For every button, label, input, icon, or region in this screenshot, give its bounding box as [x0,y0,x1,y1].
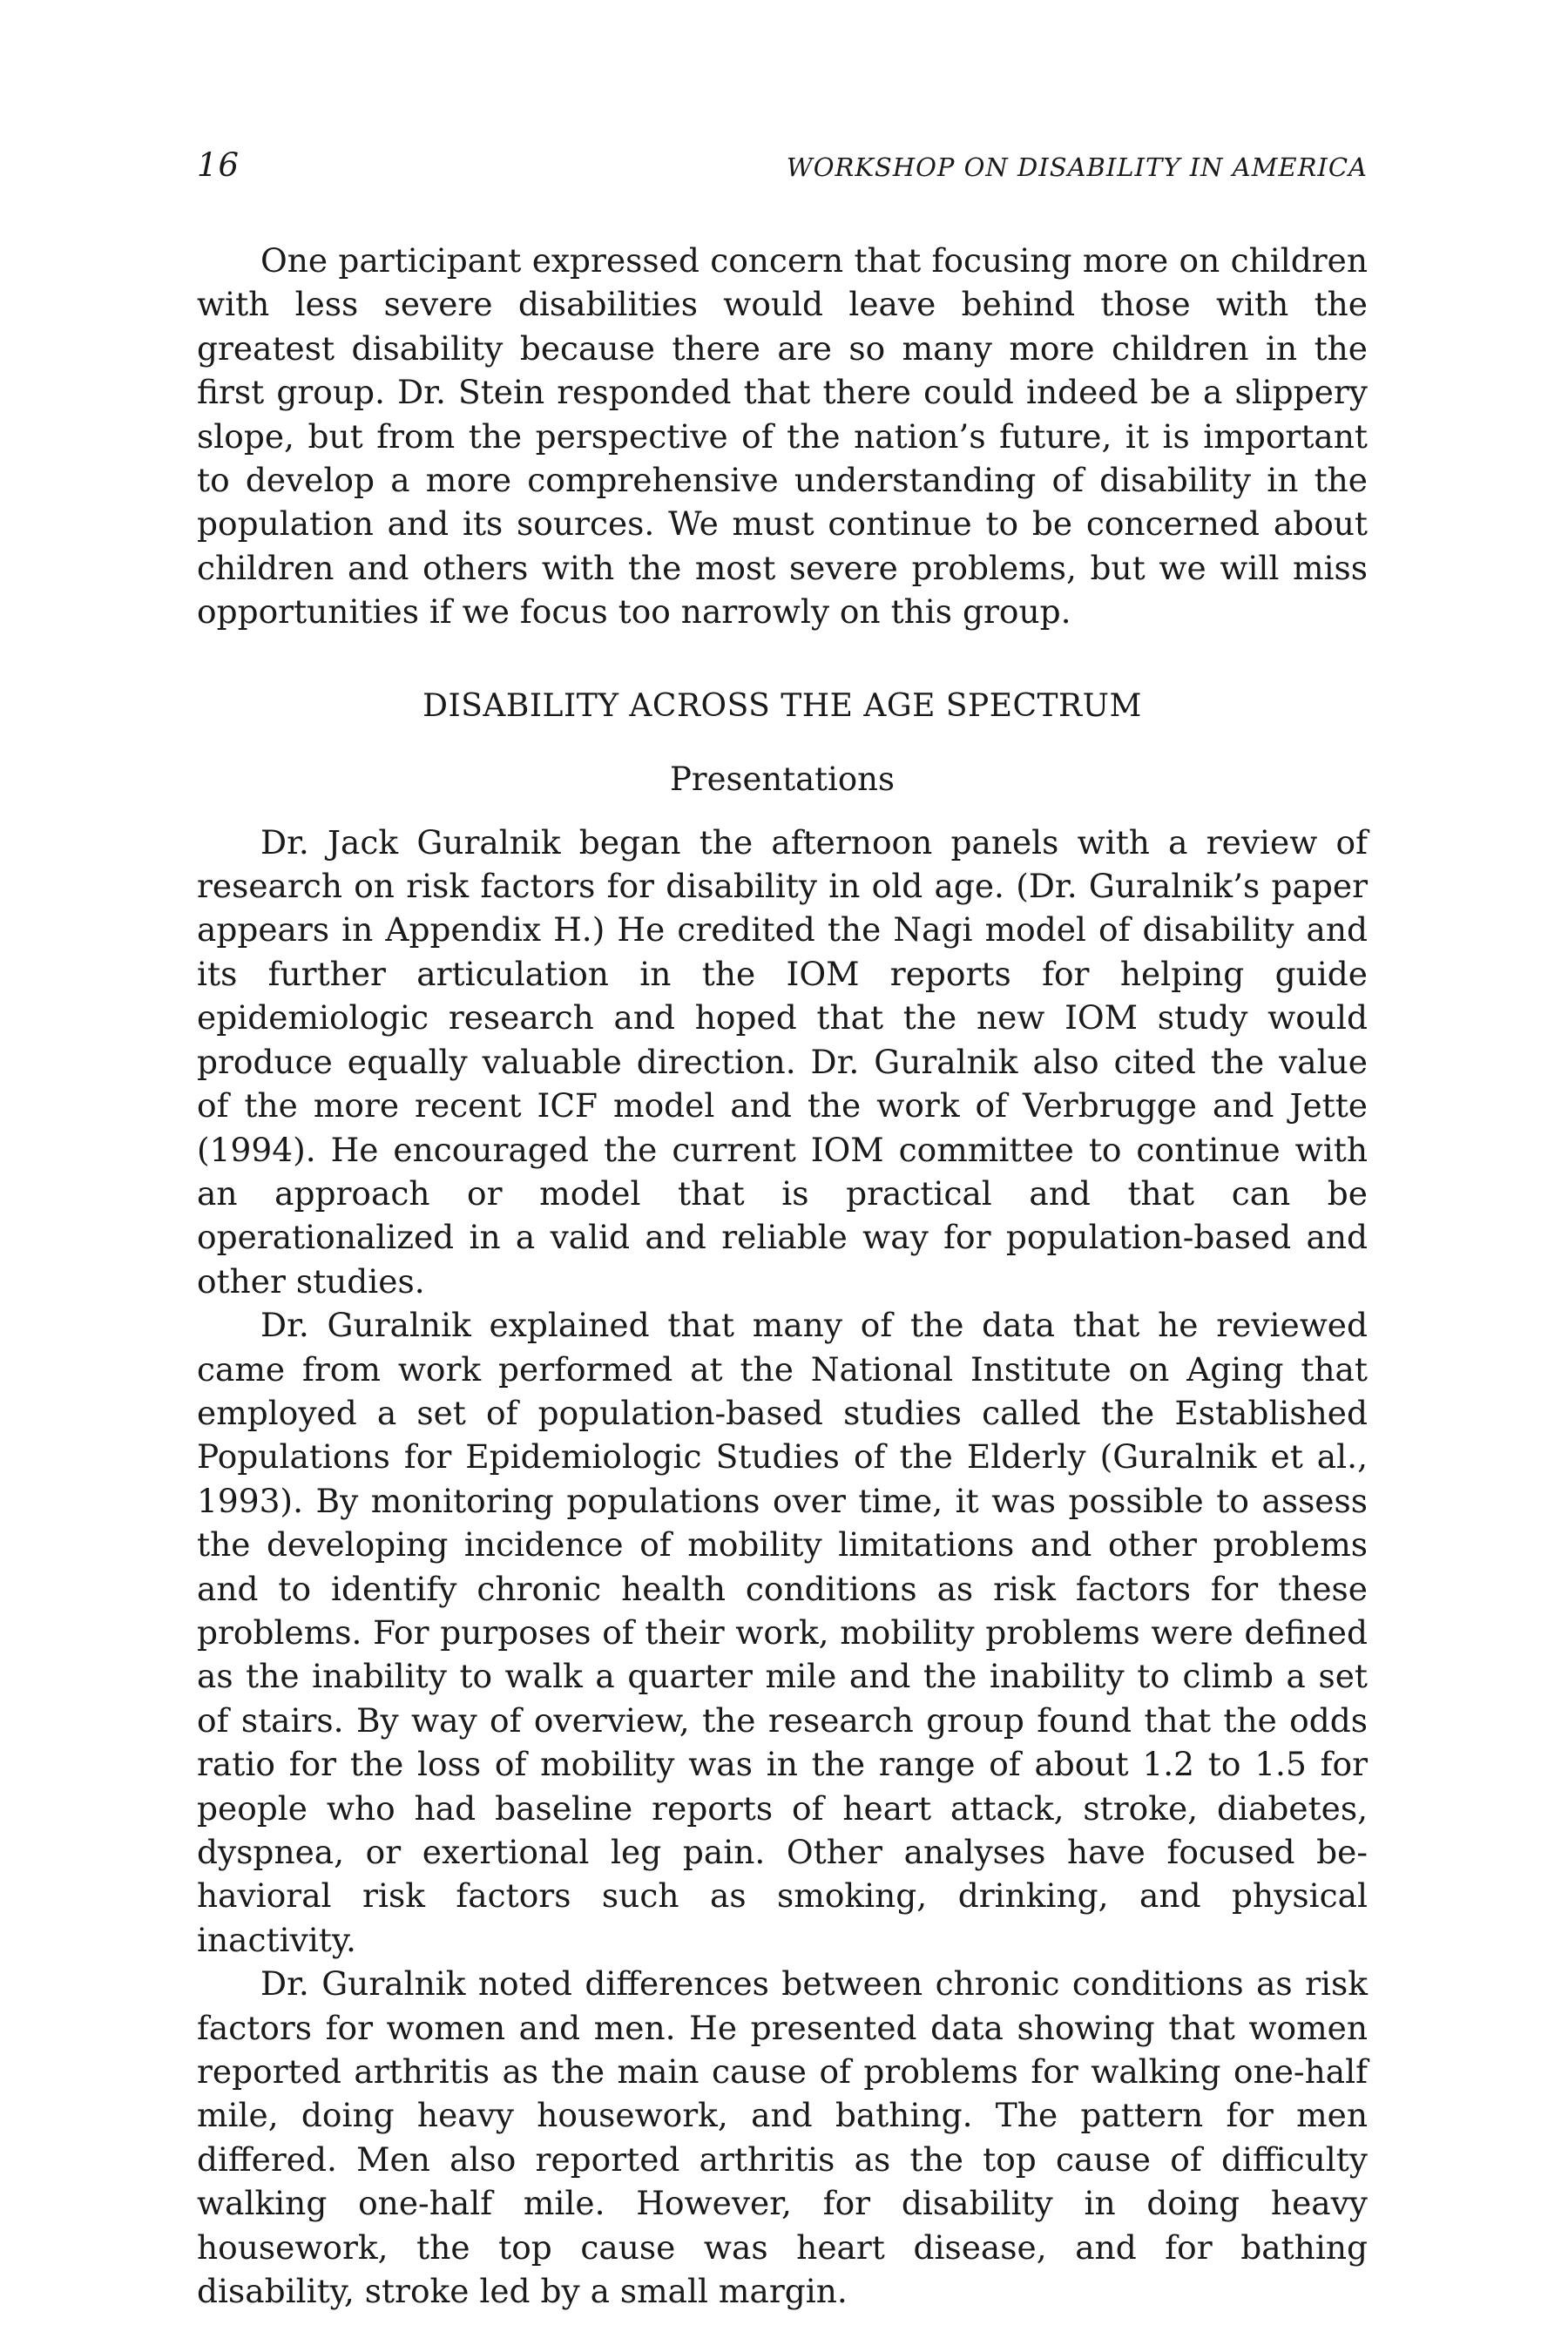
body-paragraph: Dr. Guralnik noted differences between chronic conditions as risk factors for women and men. He presented data showing that women reported arthritis as the main cause of problems for walking one-half mile, doing heavy housework, and bathing. The pattern for men differed. Men also reported arthritis as the top cause of difficulty walking one-half mile. However, for disability in doing heavy housework, the top cause was heart disease, and for bathing disability, stroke led by a small margin. [197,1964,1368,2311]
body-paragraph: Dr. Guralnik explained that many of the data that he reviewed came from work performed at the National Institute on Aging that employed a set of population-based studies called the Established Populations for Epidemiologic Studies of the Elderly (Guralnik et al., 1993). By monitoring populations over time, it was possible to assess the developing incidence of mobility limitations and other problems and to identify chronic health conditions as risk factors for these problems. For purposes of their work, mobility problems were defined as the inability to walk a quarter mile and the inability to climb a set of stairs. By way of overview, the research group found that the odds ratio for the loss of mobility was in the range of about 1.2 to 1.5 for people who had baseline reports of heart attack, stroke, diabetes, dyspnea, or exertional leg pain. Other analyses have focused behavioral risk factors such as smoking, drinking, and physical inactivity. [197,1306,1368,1959]
section-heading: DISABILITY ACROSS THE AGE SPECTRUM [422,687,1142,724]
running-head [197,146,1368,188]
body-paragraph: Dr. Jack Guralnik began the afternoon panels with a review of research on risk factors for disability in old age. (Dr. Guralnik’s paper appears in Appendix H.) He credited the Nagi model of disability and its further articulation in the IOM reports for helping guide epidemiologic research and hoped that the new IOM study would produce equally valuable direction. Dr. Guralnik also cited the value of the more recent ICF model and the work of Verbrugge and Jette (1994). He encouraged the current IOM committee to continue with an approach or model that is practical and that can be operationalized in a valid and reliable way for population-based and other studies. [197,822,1368,1301]
subsection-heading: Presentations [670,760,895,798]
document-page [197,146,1368,2313]
page-number: 16 [197,146,240,184]
running-title: WORKSHOP ON DISABILITY IN AMERICA [786,152,1368,182]
intro-paragraph: One participant expressed concern that focusing more on children with less severe disabilities would leave behind those with the greatest disability because there are so many more children in the first group. Dr. Stein responded that there could indeed be a slippery slope, but from the perspective of the nation’s future, it is important to develop a more comprehensive understanding of disability in the population and its sources. We must continue to be concerned about children and others with the most severe problems, but we will miss opportunities if we focus too narrowly on this group. [197,241,1368,632]
body-text [197,239,1368,2313]
